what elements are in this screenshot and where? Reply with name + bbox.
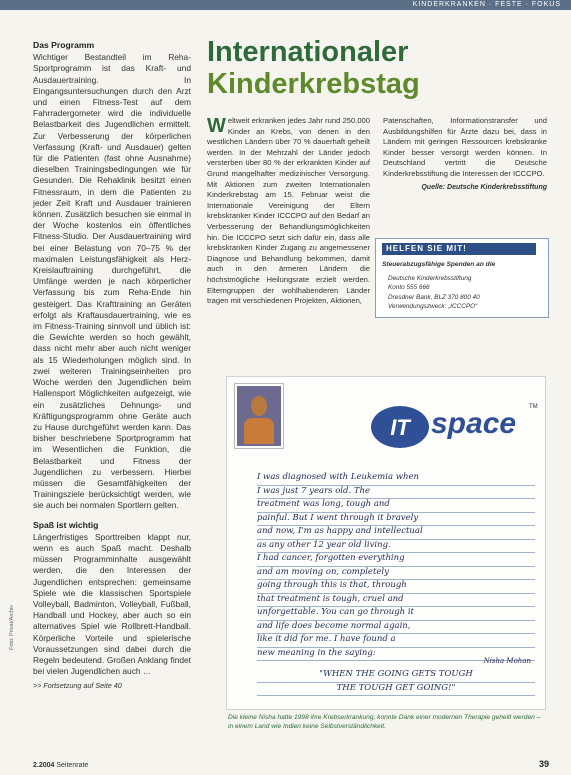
handwritten-letter — [226, 376, 546, 710]
logo-trademark: TM — [529, 404, 538, 410]
donation-line-1: Deutsche Kinderkrebsstiftung — [388, 275, 472, 282]
article-text-2: Patenschaften, Informationstransfer und Ausbildungshilfen für Ärzte dazu bei, dass in Ländern mit geringen Ressourcen krebskranke Kinder besser versorgt werden können. In Deutschland vertritt die Deutsche Kinderkrebsstiftung die Interessen der ICCCPO. — [383, 116, 547, 178]
article-title — [207, 36, 547, 100]
continued-link[interactable]: >> Fortsetzung auf Seite 40 — [33, 681, 122, 691]
logo-mark-text: IT — [390, 415, 410, 440]
letter-caption: Die kleine Nisha hatte 1998 ihre Krebserkrankung, konnte Dank einer modernen Therapie geheilt werden – in einem Land wie Indien keine Selbstverständlichkeit. — [228, 714, 541, 730]
footer-magazine: Seitenrate — [56, 762, 89, 769]
letter-line: painful. But I went through it bravely — [257, 513, 535, 527]
section-header-bar — [0, 0, 571, 10]
donation-line-4: Verwendungszweck: „ICCCPO“ — [388, 303, 478, 310]
letter-line: that treatment is tough, cruel and — [257, 594, 535, 608]
article-column-2 — [383, 116, 547, 193]
letter-line: like it did for me. I have found a — [257, 634, 535, 648]
letter-line: and life does become normal again, — [257, 621, 535, 635]
drop-cap: W — [207, 115, 226, 137]
letter-line: unforgettable. You can go through it — [257, 607, 535, 621]
letter-line: new meaning in the saying: — [257, 648, 535, 662]
itspace-logo-mark-icon — [369, 402, 431, 452]
letter-quote-line: THE TOUGH GET GOING!" — [257, 683, 535, 697]
page-number: 39 — [538, 759, 549, 769]
footer-issue — [33, 762, 88, 769]
letter-line: I was just 7 years old. The — [257, 486, 535, 500]
paragraph-spass: Längerfristiges Sporttreiben klappt nur, wenn es auch Spaß macht. Deshalb müssen Programminhalte ausgewählt werden, die den Interessen der Jugendlichen entsprechen: gemeinsame Spiele wie die klassischen Sportspiele Volleyball, Badminton, Volleyball, Fußball, Handball und Hockey, aber auch so ein alternatives Spiel wie Rollbrett-Handball. Körperliche Vorteile und spielerische Voraussetzungen sind dabei durch die Regeln bedeutend. Großen Anklang findet bei vielen Jugendlichen auch … — [33, 531, 191, 677]
photo-credit: Foto: Privat/Archiv — [9, 605, 15, 650]
donation-heading: HELFEN SIE MIT! — [382, 243, 536, 255]
child-photo — [235, 384, 283, 448]
footer-issue-number: 2.2004 — [33, 762, 55, 769]
donation-line-2: Konto 555 666 — [388, 284, 430, 291]
paragraph-programm: Wichtiger Bestandteil im Reha-Sportprogramm ist das Kraft- und Ausdauertraining. In Eingangsuntersuchungen durch den Arzt und einen Fitness-Test auf dem Fahrradergometer wird die individuelle Belastbarkeit des Jugendlichen ermittelt. Zur Verbesserung der körperlichen Verfassung (Kraft- und Ausdauer) gelten für die Patienten (fast ohne Ausnahme) dieselben Trainingsbedingungen wie für Gesunden. Die Rehaklinik besitzt einen Fitnessraum, in dem die Patienten zu jeder Zeit Kraft und Ausdauer trainieren können. Zusätzlich besuchen sie einmal in der Woche kostenlos ein öffentliches Fitness-Studio. Der Ausdauertraining wird bei einer Belastung von 70–75 % der maximalen Leistungsfähigkeit als Herz-Kreislauftraining durchgeführt, die Umfänge werden je nach körperlicher Verfassung bis zum Reha-Ende hin gesteigert. Das Krafttraining an Geräten erfolgt als Kraftausdauertraining, wie es im Fitness-Training sinnvoll und üblich ist: die Gewichte werden so hoch gewählt, dass nicht mehr aber auch nicht weniger als 15 Wiederholungen möglich sind. In zwei weiteren Trainingseinheiten pro Woche werden den Jugendlichen beim Hallensport Möglichkeiten aufgezeigt, wie ein zusätzliches Dehnungs- und Kräftigungsprogramm ohne Geräte auch zu Hause durchgeführt werden kann. Das bisher beschriebene Sportprogramm hat im Wesentlichen die Funktion, die Belastbarkeit und Fitness der Jugendlichen zu verbessern. Hierbei müssen die Gesamtfähigkeiten der Trainingsziele berücksichtigt werden, wie sie auch bei normalen Sportlern gelten. — [33, 52, 191, 511]
donation-line-3: Dresdner Bank, BLZ 370 800 40 — [388, 294, 480, 301]
letter-line: and now, I'm as happy and intellectual — [257, 526, 535, 540]
letter-line: going through this is that, through — [257, 580, 535, 594]
title-line-2: Kinderkrebstag — [207, 68, 420, 100]
heading-das-programm: Das Programm — [33, 40, 95, 50]
letter-line: as any other 12 year old living. — [257, 540, 535, 554]
letter-line: treatment was long, tough and — [257, 499, 535, 513]
photo-head-shape — [251, 396, 267, 416]
letter-line: I was diagnosed with Leukemia when — [257, 472, 535, 486]
logo-wordmark: space — [431, 407, 517, 440]
itspace-logo — [369, 402, 539, 452]
letter-line: I had cancer, forgotten everything — [257, 553, 535, 567]
letter-quote-line: "WHEN THE GOING GETS TOUGH — [257, 669, 535, 683]
donation-subheading: Steuerabzugsfähige Spenden an die — [382, 261, 496, 268]
article-column-1 — [207, 116, 370, 307]
article-source: Quelle: Deutsche Kinderkrebsstiftung — [421, 183, 547, 191]
photo-body-shape — [244, 418, 274, 444]
letter-line: and am moving on, completely — [257, 567, 535, 581]
donation-box — [375, 238, 549, 318]
left-column — [33, 40, 191, 692]
title-line-1: Internationaler — [207, 36, 409, 68]
section-label: KINDERKRANKEN · FESTE · FOKUS — [412, 1, 561, 8]
letter-signature: Nisha Mohan — [483, 657, 531, 665]
heading-spass: Spaß ist wichtig — [33, 519, 99, 530]
article-text-1: eltweit erkranken jedes Jahr rund 250.000 Kinder an Krebs, von denen in den westlichen Ländern über 70 % dauerhaft geheilt werden. In der Mehrzahl der Länder jedoch versterben über 80 % der erkrankten Kinder auf Grund mangelhafter medizinischer Versorgung. Mit Aktionen zum zweiten Internationalen Kinderkrebstag am 15. Februar weist die Internationale Vereinigung der Eltern krebskranker Kinder ICCCPO auf den Bedarf an Verbesserung der Behandlungsmöglichkeiten hin. Die ICCCPO setzt sich dafür ein, dass alle krebskranken Kinder Zugang zu angemessener Diagnose und Behandlung bekommen, damit auch in den ärmeren Ländern die höchstmögliche Heilungsrate erzielt werden. Elterngruppen der wohlhabenderen Länder tragen mit verschiedenen Projekten, Aktionen, — [207, 116, 370, 306]
